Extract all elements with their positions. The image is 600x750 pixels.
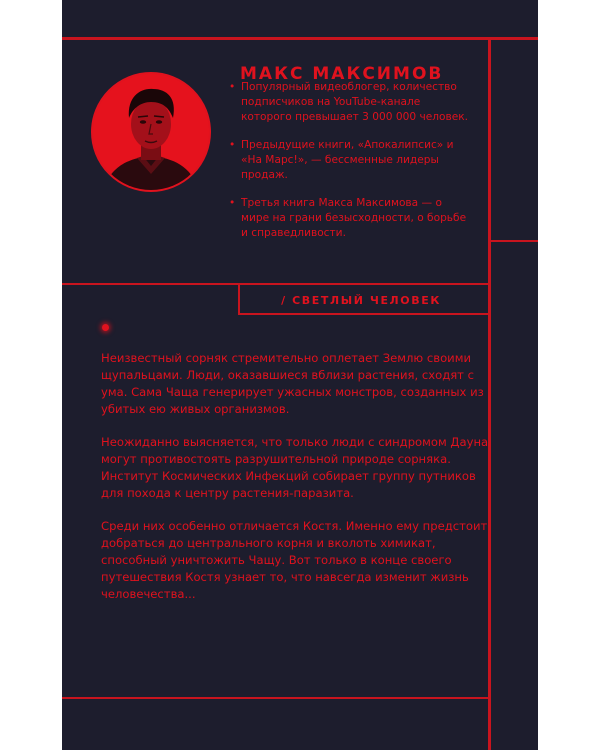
bio-text: Предыдущие книги, «Апокалипсис» и «На Марс!», — бессменные лидеры продаж. [241, 139, 454, 181]
frame-line-section-bottom [62, 283, 490, 285]
series-label: / СВЕТЛЫЙ ЧЕЛОВЕК [281, 293, 441, 307]
bullet-icon: • [229, 197, 236, 209]
frame-line-footer [62, 697, 490, 699]
blurb-paragraph: Неожиданно выясняется, что только люди с синдромом Дауна могут противостоять разрушительной природе сорняка. Институт Космических Инфекций собирает группу путников для похода к центру растения-паразита. [101, 435, 489, 500]
bullet-icon: • [229, 139, 236, 151]
blurb-paragraph: Среди них особенно отличается Костя. Именно ему предстоит добраться до центрального корня и вколоть химикат, способный уничтожить Чащу. Вот только в конце своего путешествия Костя узнает то, что навсегда изменит жизнь человечества... [101, 519, 488, 601]
bio-item [229, 80, 469, 125]
bio-text: Третья книга Макса Максимова — о мире на грани безысходности, о борьбе и справедливости. [241, 197, 467, 239]
author-portrait-image [93, 74, 209, 190]
bullet-icon: • [229, 81, 236, 93]
author-name: МАКС МАКСИМОВ [240, 64, 444, 84]
bio-item [229, 138, 469, 183]
series-box-bottom [238, 313, 490, 315]
series-box-left [238, 283, 240, 315]
bio-item [229, 196, 469, 241]
frame-line-right-short [491, 240, 538, 242]
blurb-paragraph: Неизвестный сорняк стремительно оплетает Землю своими щупальцами. Люди, оказавшиеся вблизи растения, сходят с ума. Сама Чаща генерирует ужасных монстров, созданных из убитых ею живых организмов. [101, 351, 484, 416]
author-bio-list [229, 80, 469, 254]
frame-line-top [62, 37, 538, 40]
author-photo [91, 72, 211, 192]
book-blurb [101, 350, 491, 619]
bio-text: Популярный видеоблогер, количество подписчиков на YouTube-канале которого превышает 3 000 000 человек. [241, 81, 469, 123]
glowing-dot-icon [102, 324, 109, 331]
